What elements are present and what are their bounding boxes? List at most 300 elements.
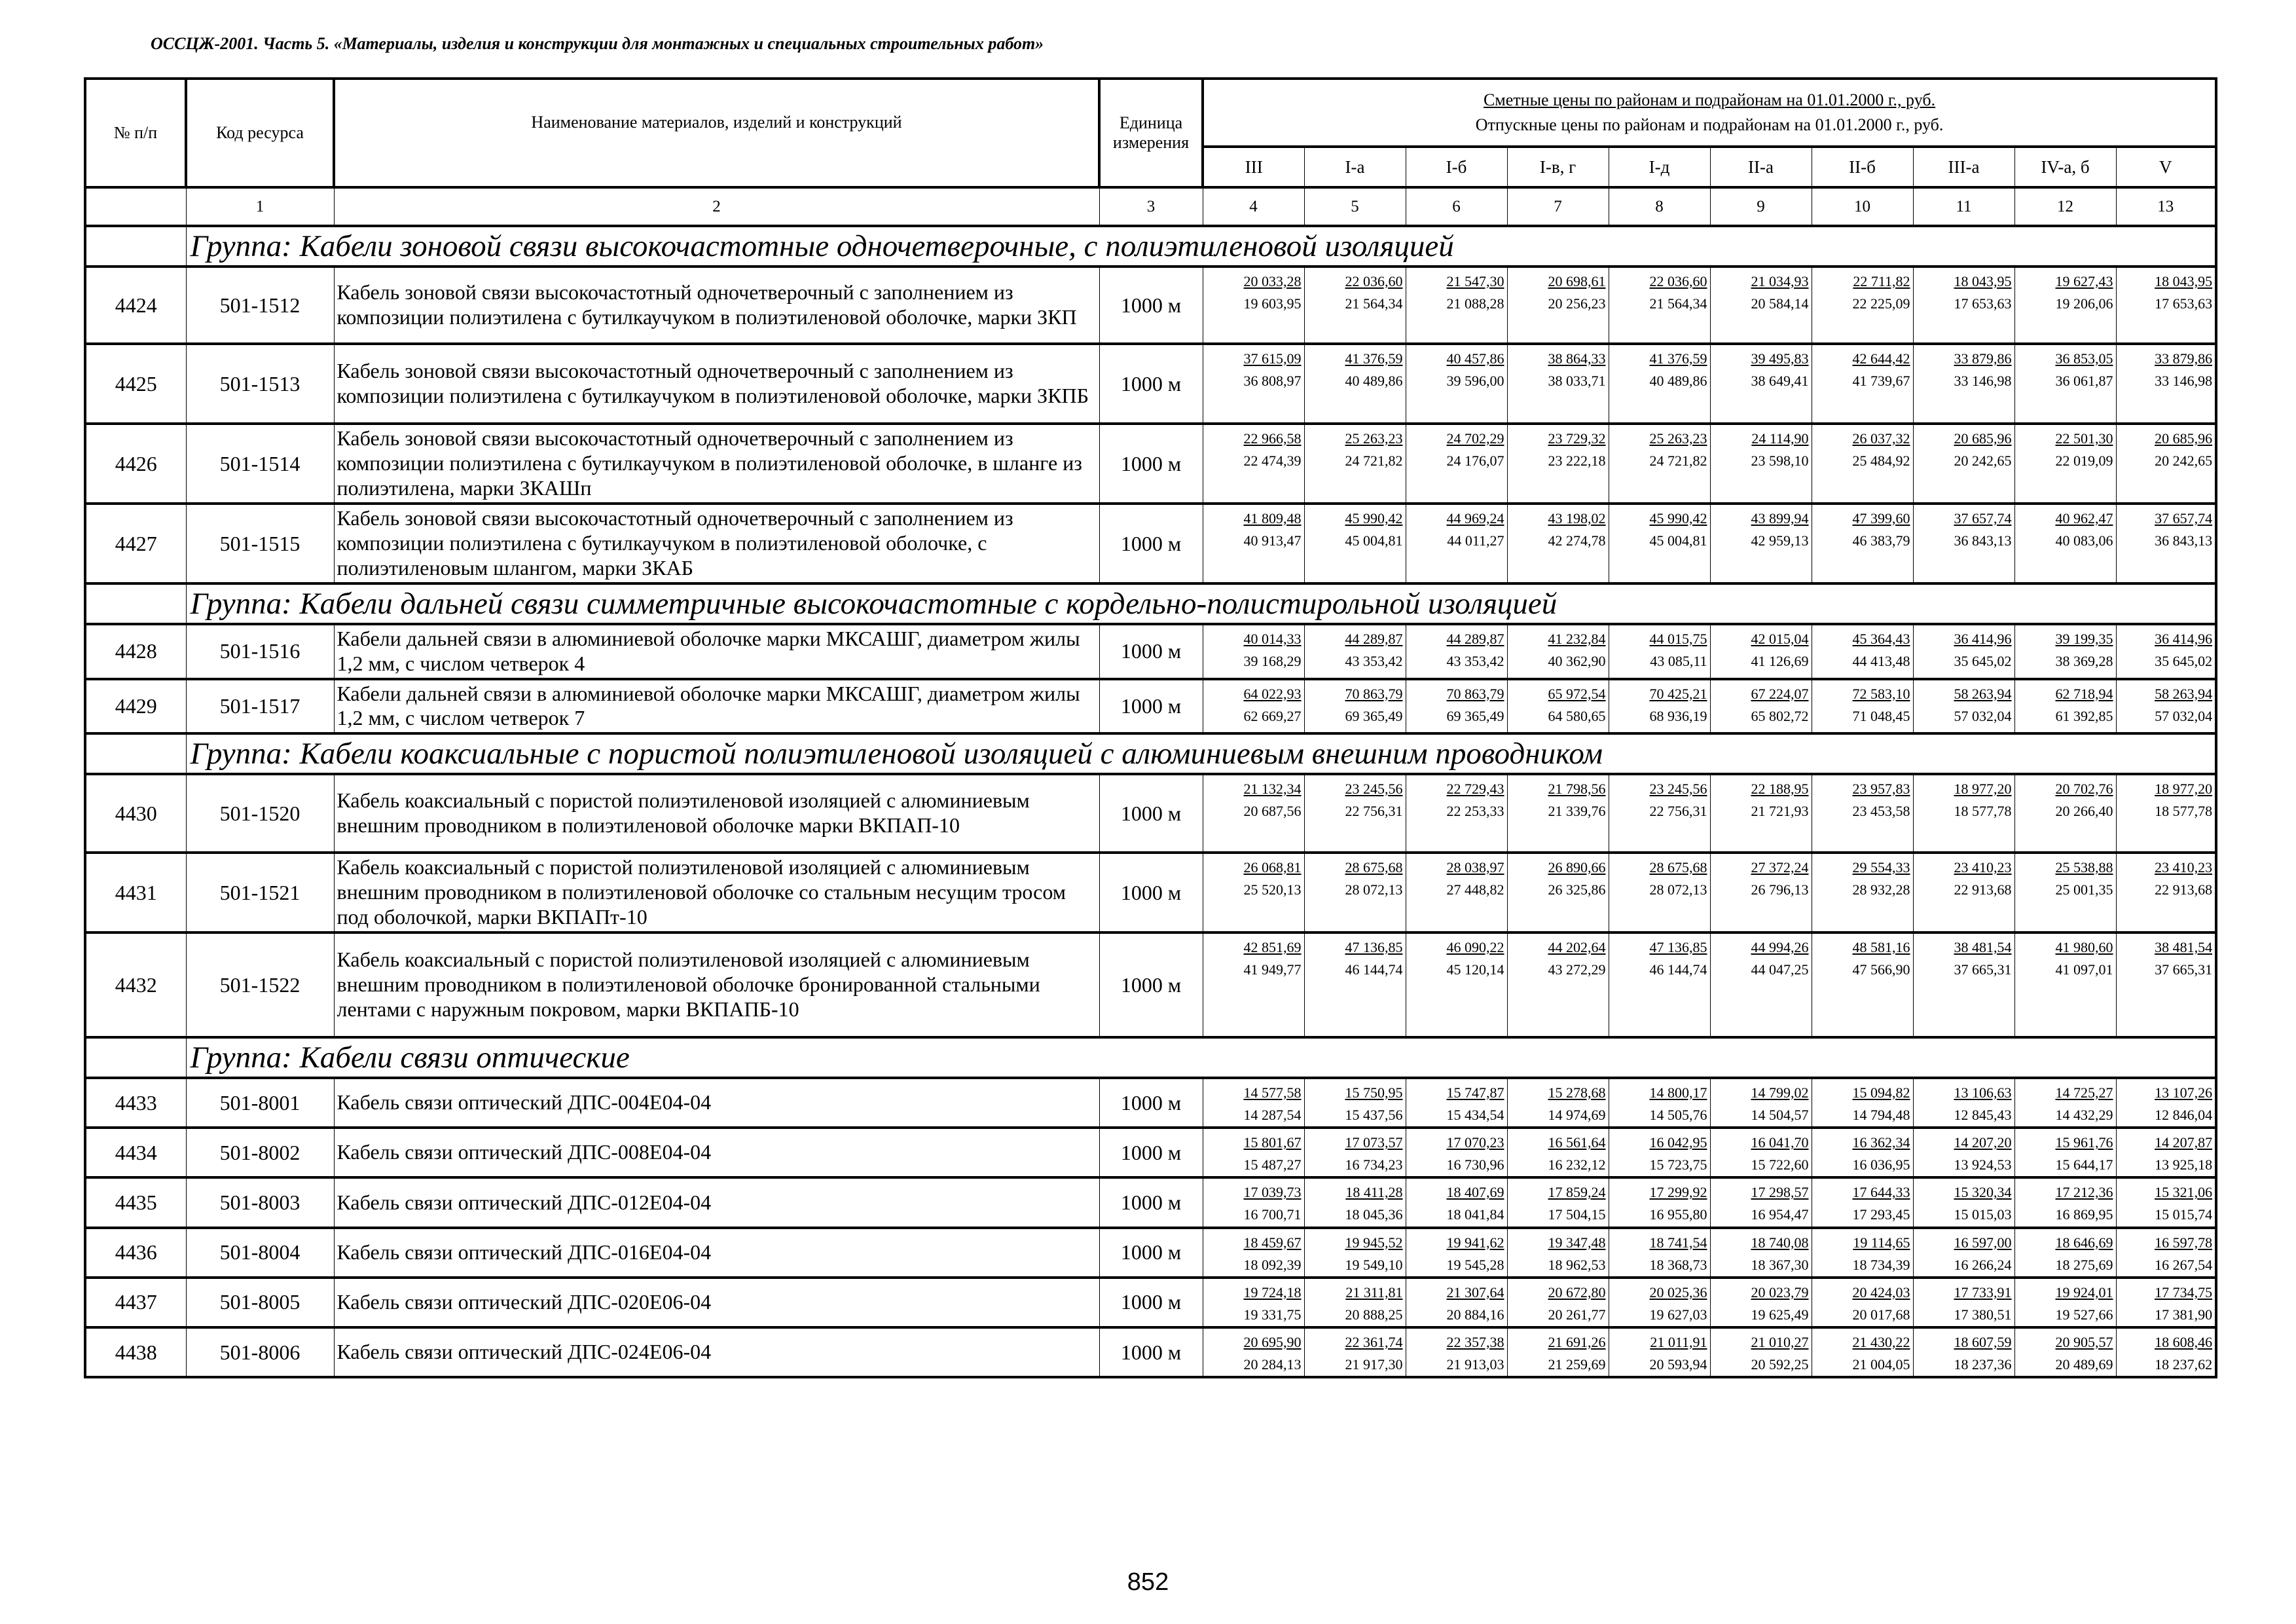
- price-cell: [2014, 344, 2116, 424]
- wholesale-price: 15 487,27: [1243, 1156, 1302, 1173]
- estimate-price: 45 990,42: [1345, 510, 1403, 526]
- column-number: 12: [2014, 187, 2116, 226]
- estimate-price: 19 924,01: [2055, 1283, 2113, 1301]
- resource-code: 501-1512: [186, 267, 334, 344]
- price-cell: [2116, 932, 2216, 1037]
- wholesale-price: 16 955,80: [1649, 1206, 1707, 1223]
- wholesale-price: 69 365,49: [1345, 707, 1403, 724]
- estimate-price: 21 311,81: [1345, 1283, 1403, 1301]
- resource-code: 501-8001: [186, 1078, 334, 1128]
- region-header: III: [1203, 147, 1304, 187]
- price-cell: [1406, 424, 1507, 504]
- wholesale-price: 13 924,53: [1954, 1156, 2012, 1173]
- resource-code: 501-1521: [186, 853, 334, 932]
- wholesale-price: 45 004,81: [1649, 532, 1707, 549]
- wholesale-price: 18 734,39: [1852, 1256, 1910, 1273]
- price-cell: [1203, 1278, 1304, 1327]
- material-name: Кабель связи оптический ДПС-004Е04-04: [334, 1078, 1099, 1128]
- estimate-price: 18 411,28: [1345, 1184, 1403, 1201]
- wholesale-price: 22 253,33: [1446, 803, 1504, 820]
- group-title: Группа: Кабели коаксиальные с пористой полиэтиленовой изоляцией с алюминиевым внешним проводником: [186, 733, 2216, 774]
- resource-code: 501-1522: [186, 932, 334, 1037]
- material-name: Кабель связи оптический ДПС-008Е04-04: [334, 1128, 1099, 1177]
- price-cell: [1406, 853, 1507, 932]
- table-row: [85, 1078, 2216, 1128]
- estimate-price: 36 853,05: [2055, 350, 2113, 367]
- price-cell: [1203, 504, 1304, 583]
- wholesale-price: 18 577,78: [1954, 803, 2012, 820]
- price-cell: [1304, 624, 1406, 679]
- wholesale-price: 18 041,84: [1446, 1206, 1504, 1223]
- price-cell: [1406, 624, 1507, 679]
- wholesale-price: 18 577,78: [2155, 803, 2213, 820]
- unit-of-measure: 1000 м: [1099, 1128, 1203, 1177]
- estimate-price: 20 033,28: [1243, 273, 1302, 289]
- estimate-price: 19 114,65: [1853, 1234, 1910, 1251]
- material-name: Кабель коаксиальный с пористой полиэтиленовой изоляцией с алюминиевым внешним проводником в полиэтиленовой оболочке бронированной стальными лентами с наружным покровом, марки ВКПАПБ-10: [334, 932, 1099, 1037]
- resource-code: 501-8002: [186, 1128, 334, 1177]
- wholesale-price: 57 032,04: [1954, 707, 2012, 724]
- price-cell: [1812, 344, 1913, 424]
- estimate-price: 19 945,52: [1345, 1234, 1403, 1251]
- price-cell: [1507, 504, 1609, 583]
- estimate-price: 22 036,60: [1649, 273, 1707, 289]
- material-name: Кабель коаксиальный с пористой полиэтиленовой изоляцией с алюминиевым внешним проводником в полиэтиленовой оболочке марки ВКПАП-10: [334, 774, 1099, 853]
- wholesale-price: 17 653,63: [2155, 295, 2213, 312]
- row-number: 4426: [85, 424, 186, 504]
- estimate-price: 17 734,75: [2155, 1283, 2213, 1301]
- estimate-price: 15 801,67: [1243, 1134, 1302, 1151]
- wholesale-price: 20 888,25: [1345, 1306, 1403, 1323]
- price-cell: [1406, 504, 1507, 583]
- unit-of-measure: 1000 м: [1099, 1278, 1203, 1327]
- wholesale-price: 21 913,03: [1446, 1356, 1504, 1373]
- unit-of-measure: 1000 м: [1099, 624, 1203, 679]
- wholesale-price: 17 504,15: [1548, 1206, 1606, 1223]
- wholesale-price: 35 645,02: [2155, 653, 2213, 670]
- price-cell: [1507, 1078, 1609, 1128]
- estimate-price: 22 357,38: [1446, 1333, 1504, 1350]
- estimate-price: 44 015,75: [1649, 631, 1707, 647]
- estimate-price: 44 289,87: [1446, 631, 1504, 647]
- wholesale-price: 24 721,82: [1649, 452, 1707, 470]
- material-name: Кабели дальней связи в алюминиевой оболочке марки МКСАШГ, диаметром жилы 1,2 мм, с числом четверок 7: [334, 679, 1099, 734]
- estimate-price: 18 740,08: [1751, 1234, 1809, 1251]
- wholesale-price: 16 869,95: [2055, 1206, 2113, 1223]
- material-name: Кабель зоновой связи высокочастотный одночетверочный с заполнением из композиции полиэтилена с бутилкаучуком в полиэтиленовой оболочке, марки ЗКПБ: [334, 344, 1099, 424]
- price-cell: [1203, 774, 1304, 853]
- wholesale-price: 21 088,28: [1446, 295, 1504, 312]
- column-number: 4: [1203, 187, 1304, 226]
- price-cell: [1507, 853, 1609, 932]
- price-cell: [1710, 1128, 1812, 1177]
- price-cell: [1812, 1128, 1913, 1177]
- price-cell: [2014, 267, 2116, 344]
- price-cell: [1507, 624, 1609, 679]
- price-cell: [1203, 344, 1304, 424]
- price-cell: [1812, 853, 1913, 932]
- estimate-price: 20 685,96: [2155, 430, 2213, 447]
- unit-of-measure: 1000 м: [1099, 1177, 1203, 1227]
- estimate-price: 18 459,67: [1243, 1234, 1302, 1251]
- wholesale-price: 57 032,04: [2155, 707, 2213, 724]
- wholesale-price: 41 739,67: [1852, 373, 1910, 390]
- estimate-price: 22 711,82: [1853, 273, 1910, 289]
- estimate-price: 13 106,63: [1954, 1084, 2012, 1101]
- estimate-price: 17 073,57: [1345, 1134, 1403, 1151]
- price-cell: [1812, 1177, 1913, 1227]
- price-cell: [2116, 1177, 2216, 1227]
- price-cell: [1507, 679, 1609, 734]
- region-header: III-а: [1913, 147, 2014, 187]
- table-row: [85, 774, 2216, 853]
- material-name: Кабели дальней связи в алюминиевой оболочке марки МКСАШГ, диаметром жилы 1,2 мм, с числом четверок 4: [334, 624, 1099, 679]
- region-header: II-б: [1812, 147, 1913, 187]
- estimate-price: 22 729,43: [1446, 781, 1504, 797]
- estimate-price: 38 864,33: [1548, 350, 1606, 367]
- column-number: 1: [186, 187, 334, 226]
- estimate-price: 65 972,54: [1548, 685, 1606, 702]
- price-cell: [1406, 932, 1507, 1037]
- wholesale-price: 44 047,25: [1751, 961, 1809, 978]
- estimate-price: 44 289,87: [1345, 631, 1403, 647]
- wholesale-price: 21 564,34: [1345, 295, 1403, 312]
- wholesale-price: 22 756,31: [1345, 803, 1403, 820]
- wholesale-price: 47 566,90: [1852, 961, 1910, 978]
- wholesale-price: 20 592,25: [1751, 1356, 1809, 1373]
- estimate-price: 14 207,20: [1954, 1134, 2012, 1151]
- wholesale-price: 38 649,41: [1751, 373, 1809, 390]
- wholesale-price: 27 448,82: [1446, 881, 1504, 898]
- wholesale-price: 18 237,62: [2155, 1356, 2213, 1373]
- resource-code: 501-1514: [186, 424, 334, 504]
- wholesale-price: 20 489,69: [2055, 1356, 2113, 1373]
- wholesale-price: 18 092,39: [1243, 1256, 1302, 1273]
- estimate-price: 28 038,97: [1446, 859, 1504, 876]
- column-number: 11: [1913, 187, 2014, 226]
- group-title: Группа: Кабели зоновой связи высокочастотные одночетверочные, с полиэтиленовой изоляцией: [186, 226, 2216, 267]
- wholesale-price: 22 913,68: [2155, 881, 2213, 898]
- row-number: 4432: [85, 932, 186, 1037]
- estimate-price: 21 011,91: [1650, 1333, 1707, 1350]
- price-cell: [1203, 1228, 1304, 1278]
- estimate-price: 18 043,95: [1954, 273, 2012, 289]
- wholesale-price: 21 917,30: [1345, 1356, 1403, 1373]
- price-cell: [1406, 1177, 1507, 1227]
- wholesale-price: 23 453,58: [1852, 803, 1910, 820]
- price-cell: [1710, 1228, 1812, 1278]
- estimate-price: 48 581,16: [1852, 939, 1910, 955]
- estimate-price: 40 962,47: [2055, 510, 2113, 526]
- wholesale-price: 40 489,86: [1345, 373, 1403, 390]
- wholesale-price: 43 272,29: [1548, 961, 1606, 978]
- material-name: Кабель коаксиальный с пористой полиэтиленовой изоляцией с алюминиевым внешним проводником в полиэтиленовой оболочке со стальным несущим тросом под оболочкой, марки ВКПАПт-10: [334, 853, 1099, 932]
- table-row: [85, 679, 2216, 734]
- price-cell: [1609, 679, 1710, 734]
- wholesale-price: 19 206,06: [2055, 295, 2113, 312]
- wholesale-price: 43 353,42: [1446, 653, 1504, 670]
- price-cell: [1812, 504, 1913, 583]
- estimate-price: 42 015,04: [1751, 631, 1809, 647]
- estimate-price: 14 207,87: [2155, 1134, 2213, 1151]
- wholesale-price: 25 001,35: [2055, 881, 2113, 898]
- unit-of-measure: 1000 м: [1099, 1078, 1203, 1128]
- table-row: [85, 1177, 2216, 1227]
- estimate-price: 29 554,33: [1852, 859, 1910, 876]
- group-blank-cell: [85, 226, 186, 267]
- wholesale-price: 16 267,54: [2155, 1256, 2213, 1273]
- unit-of-measure: 1000 м: [1099, 679, 1203, 734]
- price-cell: [2116, 774, 2216, 853]
- estimate-price: 20 702,76: [2055, 781, 2113, 797]
- estimate-price: 45 990,42: [1649, 510, 1707, 526]
- row-number: 4428: [85, 624, 186, 679]
- estimate-price: 26 068,81: [1243, 859, 1302, 876]
- estimate-price: 22 361,74: [1345, 1333, 1403, 1350]
- estimate-price: 72 583,10: [1852, 685, 1910, 702]
- price-cell: [1203, 932, 1304, 1037]
- wholesale-price: 15 722,60: [1751, 1156, 1809, 1173]
- estimate-price: 26 037,32: [1852, 430, 1910, 447]
- price-cell: [1609, 1278, 1710, 1327]
- estimate-price: 41 376,59: [1345, 350, 1403, 367]
- estimate-price: 46 090,22: [1446, 939, 1504, 955]
- wholesale-price: 15 015,74: [2155, 1206, 2213, 1223]
- price-cell: [1913, 424, 2014, 504]
- row-number: 4437: [85, 1278, 186, 1327]
- column-number: 3: [1099, 187, 1203, 226]
- column-number: 13: [2116, 187, 2216, 226]
- estimate-price: 58 263,94: [1954, 685, 2012, 702]
- estimate-price: 25 263,23: [1649, 430, 1707, 447]
- estimate-price: 15 320,34: [1954, 1184, 2012, 1201]
- wholesale-price: 20 242,65: [2155, 452, 2213, 470]
- estimate-price: 14 725,27: [2055, 1084, 2113, 1101]
- estimate-price: 38 481,54: [1954, 939, 2012, 955]
- estimate-price: 16 597,00: [1954, 1234, 2012, 1251]
- price-cell: [2014, 1278, 2116, 1327]
- estimate-price: 36 414,96: [2155, 631, 2213, 647]
- price-cell: [1203, 624, 1304, 679]
- price-cell: [1913, 1128, 2014, 1177]
- price-cell: [1913, 1078, 2014, 1128]
- price-cell: [1812, 679, 1913, 734]
- price-cell: [1710, 424, 1812, 504]
- wholesale-price: 33 146,98: [2155, 373, 2213, 390]
- estimate-price: 16 597,78: [2155, 1234, 2213, 1251]
- wholesale-price: 37 665,31: [1954, 961, 2012, 978]
- price-cell: [1710, 267, 1812, 344]
- price-cell: [1203, 1327, 1304, 1377]
- price-cell: [1406, 1327, 1507, 1377]
- wholesale-price: 46 144,74: [1345, 961, 1403, 978]
- estimate-price: 41 232,84: [1548, 631, 1606, 647]
- resource-code: 501-1517: [186, 679, 334, 734]
- wholesale-price: 15 437,56: [1345, 1107, 1403, 1124]
- wholesale-price: 69 365,49: [1446, 707, 1504, 724]
- wholesale-price: 20 256,23: [1548, 295, 1606, 312]
- estimate-price: 22 501,30: [2055, 430, 2113, 447]
- estimate-price: 25 538,88: [2055, 859, 2113, 876]
- estimate-price: 17 212,36: [2055, 1184, 2113, 1201]
- wholesale-price: 19 625,49: [1751, 1306, 1809, 1323]
- price-cell: [1507, 267, 1609, 344]
- estimate-price: 22 966,58: [1243, 430, 1302, 447]
- col-header-prices: [1203, 79, 2216, 147]
- wholesale-price: 40 362,90: [1548, 653, 1606, 670]
- price-cell: [1304, 344, 1406, 424]
- prices-title-wholesale: Отпускные цены по районам и подрайонам на 01.01.2000 г., руб.: [1475, 115, 1944, 134]
- price-cell: [1710, 774, 1812, 853]
- wholesale-price: 17 653,63: [1954, 295, 2012, 312]
- wholesale-price: 41 097,01: [2055, 961, 2113, 978]
- estimate-price: 41 809,48: [1243, 510, 1302, 526]
- col-header-unit: Единица измерения: [1099, 79, 1203, 187]
- resource-code: 501-8003: [186, 1177, 334, 1227]
- estimate-price: 37 657,74: [1954, 510, 2012, 526]
- wholesale-price: 18 275,69: [2055, 1256, 2113, 1273]
- wholesale-price: 14 794,48: [1852, 1107, 1910, 1124]
- price-cell: [2014, 504, 2116, 583]
- estimate-price: 40 457,86: [1446, 350, 1504, 367]
- table-row: [85, 1228, 2216, 1278]
- wholesale-price: 68 936,19: [1649, 707, 1707, 724]
- price-cell: [1812, 424, 1913, 504]
- wholesale-price: 62 669,27: [1243, 707, 1302, 724]
- wholesale-price: 28 932,28: [1852, 881, 1910, 898]
- price-cell: [1203, 267, 1304, 344]
- estimate-price: 20 424,03: [1852, 1283, 1910, 1301]
- price-cell: [1304, 424, 1406, 504]
- region-header: V: [2116, 147, 2216, 187]
- material-name: Кабель зоновой связи высокочастотный одночетверочный с заполнением из композиции полиэтилена с бутилкаучуком в полиэтиленовой оболочке, марки ЗКП: [334, 267, 1099, 344]
- price-cell: [2014, 1177, 2116, 1227]
- resource-code: 501-8004: [186, 1228, 334, 1278]
- estimate-price: 23 729,32: [1548, 430, 1606, 447]
- estimate-price: 19 627,43: [2055, 273, 2113, 289]
- price-cell: [1304, 774, 1406, 853]
- price-cell: [1203, 1078, 1304, 1128]
- wholesale-price: 24 721,82: [1345, 452, 1403, 470]
- estimate-price: 33 879,86: [2155, 350, 2213, 367]
- row-number: 4434: [85, 1128, 186, 1177]
- wholesale-price: 13 925,18: [2155, 1156, 2213, 1173]
- price-cell: [1507, 344, 1609, 424]
- wholesale-price: 46 144,74: [1649, 961, 1707, 978]
- price-cell: [1913, 267, 2014, 344]
- estimate-price: 18 608,46: [2155, 1333, 2213, 1350]
- row-number: 4435: [85, 1177, 186, 1227]
- wholesale-price: 28 072,13: [1649, 881, 1707, 898]
- wholesale-price: 20 884,16: [1446, 1306, 1504, 1323]
- estimate-price: 67 224,07: [1751, 685, 1809, 702]
- estimate-price: 40 014,33: [1243, 631, 1302, 647]
- price-cell: [1913, 344, 2014, 424]
- wholesale-price: 41 949,77: [1243, 961, 1302, 978]
- column-number: 7: [1507, 187, 1609, 226]
- wholesale-price: 16 036,95: [1852, 1156, 1910, 1173]
- row-number: 4429: [85, 679, 186, 734]
- wholesale-price: 22 756,31: [1649, 803, 1707, 820]
- price-cell: [1913, 1228, 2014, 1278]
- estimate-price: 17 733,91: [1954, 1283, 2012, 1301]
- price-cell: [1203, 853, 1304, 932]
- price-cell: [1913, 624, 2014, 679]
- wholesale-price: 20 261,77: [1548, 1306, 1606, 1323]
- price-cell: [1406, 1128, 1507, 1177]
- material-name: Кабель зоновой связи высокочастотный одночетверочный с заполнением из композиции полиэтилена с бутилкаучуком в полиэтиленовой оболочке, с полиэтиленовым шлангом, марки ЗКАБ: [334, 504, 1099, 583]
- estimate-price: 36 414,96: [1954, 631, 2012, 647]
- wholesale-price: 19 545,28: [1446, 1256, 1504, 1273]
- estimate-price: 28 675,68: [1649, 859, 1707, 876]
- estimate-price: 39 495,83: [1751, 350, 1809, 367]
- wholesale-price: 36 843,13: [1954, 532, 2012, 549]
- price-cell: [1710, 624, 1812, 679]
- estimate-price: 28 675,68: [1345, 859, 1403, 876]
- price-cell: [1609, 1327, 1710, 1377]
- wholesale-price: 61 392,85: [2055, 707, 2113, 724]
- wholesale-price: 36 843,13: [2155, 532, 2213, 549]
- row-number: 4438: [85, 1327, 186, 1377]
- price-cell: [1812, 267, 1913, 344]
- price-cell: [1304, 1177, 1406, 1227]
- estimate-price: 70 863,79: [1446, 685, 1504, 702]
- estimate-price: 23 410,23: [1954, 859, 2012, 876]
- price-cell: [1609, 1128, 1710, 1177]
- group-blank-cell: [85, 733, 186, 774]
- price-cell: [1406, 344, 1507, 424]
- price-cell: [1304, 1327, 1406, 1377]
- col-header-num: № п/п: [85, 79, 186, 187]
- price-cell: [1913, 853, 2014, 932]
- price-cell: [1203, 679, 1304, 734]
- wholesale-price: 71 048,45: [1852, 707, 1910, 724]
- group-title: Группа: Кабели связи оптические: [186, 1037, 2216, 1078]
- price-cell: [1710, 679, 1812, 734]
- price-cell: [2014, 679, 2116, 734]
- price-cell: [1812, 1078, 1913, 1128]
- estimate-price: 23 245,56: [1345, 781, 1403, 797]
- price-cell: [1507, 1177, 1609, 1227]
- price-cell: [1609, 1228, 1710, 1278]
- estimate-price: 45 364,43: [1852, 631, 1910, 647]
- table-row: [85, 624, 2216, 679]
- wholesale-price: 15 644,17: [2055, 1156, 2113, 1173]
- price-cell: [1812, 1327, 1913, 1377]
- wholesale-price: 19 603,95: [1243, 295, 1302, 312]
- resource-code: 501-1516: [186, 624, 334, 679]
- wholesale-price: 19 627,03: [1649, 1306, 1707, 1323]
- price-cell: [2014, 774, 2116, 853]
- estimate-price: 20 685,96: [1954, 430, 2012, 447]
- wholesale-price: 23 222,18: [1548, 452, 1606, 470]
- unit-of-measure: 1000 м: [1099, 774, 1203, 853]
- estimate-price: 70 863,79: [1345, 685, 1403, 702]
- price-cell: [1812, 932, 1913, 1037]
- wholesale-price: 19 331,75: [1243, 1306, 1302, 1323]
- price-cell: [1812, 1278, 1913, 1327]
- group-title: Группа: Кабели дальней связи симметричные высокочастотные с кордельно-полистирольной изоляцией: [186, 583, 2216, 624]
- region-header: IV-а, б: [2014, 147, 2116, 187]
- estimate-price: 37 615,09: [1243, 350, 1302, 367]
- price-cell: [1913, 932, 2014, 1037]
- estimate-price: 41 980,60: [2055, 939, 2113, 955]
- wholesale-price: 65 802,72: [1751, 707, 1809, 724]
- wholesale-price: 40 489,86: [1649, 373, 1707, 390]
- wholesale-price: 21 339,76: [1548, 803, 1606, 820]
- price-cell: [1609, 267, 1710, 344]
- estimate-price: 15 321,06: [2155, 1184, 2213, 1201]
